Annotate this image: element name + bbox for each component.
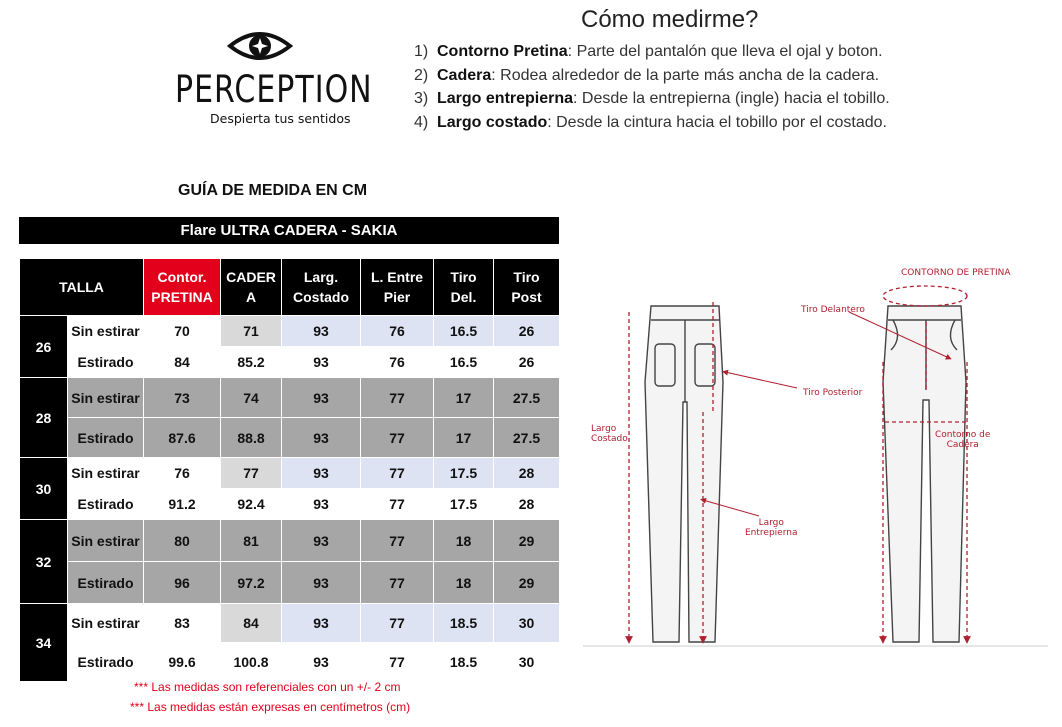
- label-largo-costado: Largo Costado: [591, 424, 628, 444]
- table-row: [20, 604, 560, 643]
- measure-cell: 74: [221, 378, 282, 418]
- measure-cell: 73: [144, 378, 221, 418]
- measure-cell: 16.5: [434, 347, 494, 378]
- header-cadera: CADER A: [221, 259, 282, 316]
- measure-cell: 28: [494, 458, 560, 489]
- measure-cell: 70: [144, 316, 221, 347]
- measure-cell: 29: [494, 520, 560, 562]
- table-row: [20, 378, 560, 418]
- measure-cell: 77: [361, 418, 434, 458]
- label-contorno-pretina: CONTORNO DE PRETINA: [901, 268, 1011, 278]
- measure-cell: 77: [361, 489, 434, 520]
- measure-cell: 76: [361, 347, 434, 378]
- pants-illustration: [583, 262, 1048, 650]
- measure-cell: 17.5: [434, 489, 494, 520]
- product-title: Flare ULTRA CADERA - SAKIA: [19, 217, 559, 244]
- stretch-label: Sin estirar: [68, 378, 144, 418]
- measure-cell: 77: [361, 520, 434, 562]
- measure-cell: 71: [221, 316, 282, 347]
- stretch-label: Estirado: [68, 347, 144, 378]
- table-row: [20, 520, 560, 562]
- header-contorno-pretina: Contor. PRETINA: [144, 259, 221, 316]
- header-tiro-posterior: Tiro Post: [494, 259, 560, 316]
- measure-cell: 17: [434, 378, 494, 418]
- measure-cell: 26: [494, 347, 560, 378]
- measure-cell: 93: [282, 347, 361, 378]
- size-table: [19, 258, 560, 682]
- measure-cell: 18.5: [434, 643, 494, 682]
- howto-title: Cómo medirme?: [581, 6, 759, 33]
- howto-item: 2) Cadera: Rodea alrededor de la parte más ancha de la cadera.: [414, 66, 880, 84]
- label-tiro-posterior: Tiro Posterior: [803, 388, 863, 398]
- measure-cell: 17.5: [434, 458, 494, 489]
- measure-cell: 77: [361, 378, 434, 418]
- measure-cell: 93: [282, 562, 361, 604]
- measure-cell: 99.6: [144, 643, 221, 682]
- measure-cell: 77: [221, 458, 282, 489]
- stretch-label: Sin estirar: [68, 316, 144, 347]
- table-header-row: [20, 259, 560, 316]
- stretch-label: Estirado: [68, 643, 144, 682]
- measure-cell: 76: [144, 458, 221, 489]
- measure-cell: 91.2: [144, 489, 221, 520]
- howto-item: 1) Contorno Pretina: Parte del pantalón que lleva el ojal y boton.: [414, 43, 883, 60]
- header-largo-costado: Larg. Costado: [282, 259, 361, 316]
- brand-tagline: Despierta tus sentidos: [210, 111, 351, 126]
- guide-title: GUÍA DE MEDIDA EN CM: [178, 182, 368, 199]
- pants-diagram: [583, 262, 1048, 650]
- measure-cell: 76: [361, 316, 434, 347]
- measure-cell: 28: [494, 489, 560, 520]
- measure-cell: 77: [361, 458, 434, 489]
- eye-icon: [227, 28, 293, 64]
- measure-cell: 84: [221, 604, 282, 643]
- measure-cell: 16.5: [434, 316, 494, 347]
- header-talla: TALLA: [20, 259, 144, 316]
- table-row: [20, 562, 560, 604]
- measure-cell: 84: [144, 347, 221, 378]
- howto-item: 4) Largo costado: Desde la cintura hacia el tobillo por el costado.: [414, 113, 887, 131]
- table-row: [20, 316, 560, 347]
- stretch-label: Sin estirar: [68, 520, 144, 562]
- measure-cell: 18: [434, 520, 494, 562]
- measure-cell: 96: [144, 562, 221, 604]
- size-label: 26: [20, 316, 68, 378]
- measure-cell: 93: [282, 489, 361, 520]
- measure-cell: 93: [282, 418, 361, 458]
- measure-cell: 100.8: [221, 643, 282, 682]
- measure-cell: 93: [282, 316, 361, 347]
- size-label: 34: [20, 604, 68, 682]
- measure-cell: 17: [434, 418, 494, 458]
- table-row: [20, 643, 560, 682]
- measure-cell: 77: [361, 562, 434, 604]
- brand-logo: [165, 28, 373, 133]
- table-row: [20, 347, 560, 378]
- size-label: 28: [20, 378, 68, 458]
- measure-cell: 93: [282, 458, 361, 489]
- stretch-label: Estirado: [68, 418, 144, 458]
- measure-cell: 27.5: [494, 378, 560, 418]
- label-contorno-cadera: Contorno de Cadera: [935, 430, 991, 450]
- measure-cell: 30: [494, 643, 560, 682]
- stretch-label: Estirado: [68, 489, 144, 520]
- measure-cell: 97.2: [221, 562, 282, 604]
- measure-cell: 26: [494, 316, 560, 347]
- measure-cell: 93: [282, 604, 361, 643]
- measure-cell: 77: [361, 604, 434, 643]
- measure-cell: 87.6: [144, 418, 221, 458]
- header-largo-entrepierna: L. Entre Pier: [361, 259, 434, 316]
- measure-cell: 18.5: [434, 604, 494, 643]
- stretch-label: Estirado: [68, 562, 144, 604]
- measure-cell: 93: [282, 643, 361, 682]
- measure-cell: 93: [282, 520, 361, 562]
- measure-cell: 85.2: [221, 347, 282, 378]
- front-view-pants: [883, 306, 966, 642]
- stretch-label: Sin estirar: [68, 604, 144, 643]
- measure-cell: 29: [494, 562, 560, 604]
- note-referencial: *** Las medidas son referenciales con un +/- 2 cm: [134, 680, 401, 694]
- measure-cell: 80: [144, 520, 221, 562]
- size-label: 32: [20, 520, 68, 604]
- back-view-pants: [645, 306, 723, 642]
- label-tiro-delantero: Tiro Delantero: [801, 305, 865, 315]
- measure-cell: 83: [144, 604, 221, 643]
- measure-cell: 81: [221, 520, 282, 562]
- note-unidades: *** Las medidas están expresas en centímetros (cm): [130, 700, 411, 714]
- stretch-label: Sin estirar: [68, 458, 144, 489]
- measure-cell: 88.8: [221, 418, 282, 458]
- measure-cell: 92.4: [221, 489, 282, 520]
- howto-item: 3) Largo entrepierna: Desde la entrepierna (ingle) hacia el tobillo.: [414, 90, 890, 107]
- table-row: [20, 458, 560, 489]
- table-row: [20, 489, 560, 520]
- size-label: 30: [20, 458, 68, 520]
- measure-cell: 18: [434, 562, 494, 604]
- measure-cell: 77: [361, 643, 434, 682]
- brand-name: PERCEPTION: [175, 68, 373, 112]
- howto-list: [414, 40, 890, 134]
- table-row: [20, 418, 560, 458]
- measure-cell: 93: [282, 378, 361, 418]
- label-largo-entrepierna: Largo Entrepierna: [745, 518, 798, 538]
- measure-cell: 30: [494, 604, 560, 643]
- header-tiro-delantero: Tiro Del.: [434, 259, 494, 316]
- measure-cell: 27.5: [494, 418, 560, 458]
